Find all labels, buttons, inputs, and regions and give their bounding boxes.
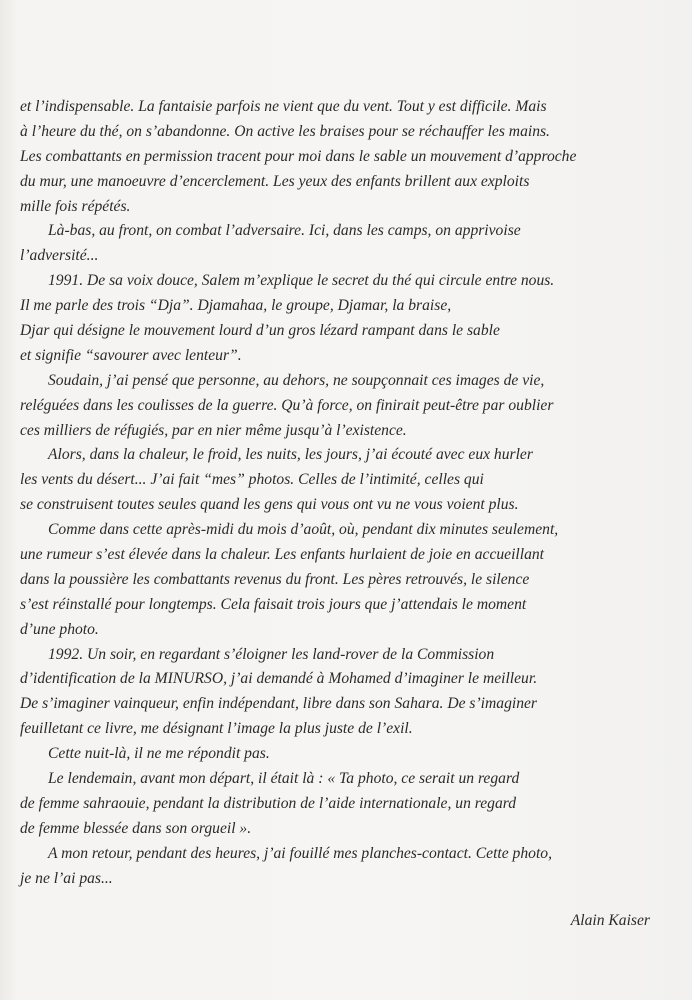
text-line: Les combattants en permission tracent pour moi dans le sable un mouvement d’approche [20, 147, 577, 165]
text-line: de femme sahraouie, pendant la distribution de l’aide internationale, un regard [20, 794, 517, 812]
text-line: une rumeur s’est élevée dans la chaleur. Les enfants hurlaient de joie en accueillant [20, 546, 545, 564]
paragraph [20, 742, 660, 767]
paragraph [20, 842, 660, 892]
text-line: dans la poussière les combattants revenus du front. Les pères retrouvés, le silence [20, 570, 530, 588]
text-line: du mur, une manoeuvre d’encerclement. Les yeux des enfants brillent aux exploits [20, 172, 530, 190]
paragraph [20, 95, 660, 219]
text-line: Cette nuit-là, il ne me répondit pas. [48, 745, 270, 763]
text-line: De s’imaginer vainqueur, enfin indépendant, libre dans son Sahara. De s’imaginer [20, 695, 537, 713]
text-line: se construisent toutes seules quand les gens qui vous ont vu ne vous voient plus. [20, 496, 519, 514]
text-line: A mon retour, pendant des heures, j’ai fouillé mes planches-contact. Cette photo, [48, 844, 552, 862]
text-line: 1991. De sa voix douce, Salem m’explique le secret du thé qui circule entre nous. [48, 272, 555, 290]
text-line: d’une photo. [20, 620, 99, 638]
text-line: mille fois répétés. [20, 197, 131, 215]
paragraph [20, 443, 660, 518]
text-line: d’identification de la MINURSO, j’ai demandé à Mohamed d’imaginer le meilleur. [20, 670, 538, 688]
text-line: reléguées dans les coulisses de la guerre. Qu’à force, on finirait peut-être par oublier [20, 396, 554, 414]
text-line: les vents du désert... J’ai fait “mes” photos. Celles de l’intimité, celles qui [20, 471, 484, 489]
text-line: Comme dans cette après-midi du mois d’août, où, pendant dix minutes seulement, [48, 521, 559, 539]
paragraph [20, 369, 660, 444]
text-line: Soudain, j’ai pensé que personne, au dehors, ne soupçonnait ces images de vie, [48, 371, 545, 389]
paragraph [20, 269, 660, 369]
text-line: s’est réinstallé pour longtemps. Cela faisait trois jours que j’attendais le moment [20, 595, 527, 613]
paragraph [20, 643, 660, 743]
author-signature: Alain Kaiser [570, 912, 650, 929]
text-line: et l’indispensable. La fantaisie parfois ne vient que du vent. Tout y est difficile. Mais [20, 98, 547, 115]
text-line: ces milliers de réfugiés, par en nier même jusqu’à l’existence. [20, 421, 407, 439]
text-line: et signifie “savourer avec lenteur”. [20, 346, 242, 364]
text-line: Là-bas, au front, on combat l’adversaire. Ici, dans les camps, on apprivoise [48, 222, 521, 240]
paragraph [20, 767, 660, 842]
body-text [20, 95, 660, 892]
text-line: feuilletant ce livre, me désignant l’image la plus juste de l’exil. [20, 720, 413, 738]
text-line: de femme blessée dans son orgueil ». [20, 819, 252, 837]
paragraph [20, 518, 660, 642]
paragraph [20, 219, 660, 269]
text-line: 1992. Un soir, en regardant s’éloigner les land-rover de la Commission [48, 645, 495, 663]
text-line: je ne l’ai pas... [20, 869, 113, 887]
text-line: Djar qui désigne le mouvement lourd d’un gros lézard rampant dans le sable [20, 322, 500, 340]
text-line: Il me parle des trois “Dja”. Djamahaa, le groupe, Djamar, la braise, [20, 297, 452, 315]
text-line: Alors, dans la chaleur, le froid, les nuits, les jours, j’ai écouté avec eux hurler [48, 446, 533, 464]
text-line: Le lendemain, avant mon départ, il était là : « Ta photo, ce serait un regard [48, 770, 520, 788]
text-line: à l’heure du thé, on s’abandonne. On active les braises pour se réchauffer les mains. [20, 122, 550, 140]
text-line: l’adversité... [20, 247, 99, 265]
